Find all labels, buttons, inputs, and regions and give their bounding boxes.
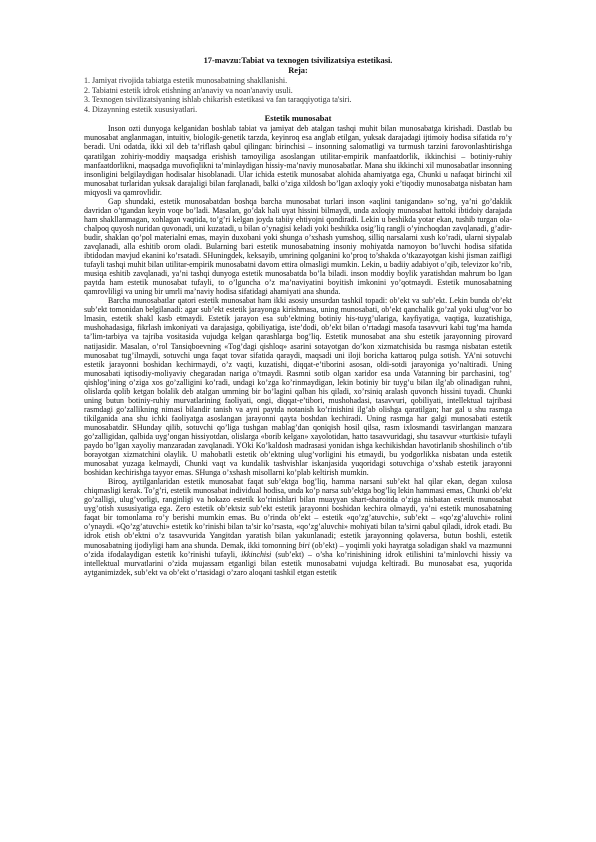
plan-item: 3. Texnogen tsivilizatsiyaning ishlab chikarish estetikasi va fan taraqqiyotiga ta'siri. <box>84 95 352 105</box>
paragraph-4-mid: (ob’ekt) – yoqimli yoki hayratga soladigan shakl va mazmunni o’zida ifodalaydigan estetik ko’rinishi tufayli, <box>84 540 512 559</box>
plan-heading: Reja: <box>288 66 308 75</box>
paragraph-4-end: (sub’ekt) – o’sha ko’rinishining idrok etilishini ta’minlovchi hissiy va intellektual murvatlarini o’zida mujassam etganligi bilan estetik munosabatni vujudga keltiradi. Bu munosabat esa, yuqorida aytganimizdek, sub’ekt va ob’ekt o’rtasidagi o’zaro aloqani tashkil etgan estetik <box>84 549 512 577</box>
paragraph-3: Barcha munosabatlar qatori estetik munosabat ham ikki asosiy unsurdan tashkil topadi: ob’ekt va sub’ekt. Lekin bunda ob’ekt sub’ekt tomonidan belgilanadi: agar sub’ekt estetik jarayonga kirishmasa, uning munosabati, ob’ekt qanchalik go’zal yoki ulug’vor bo lmasin, estetik shakl kasb etmaydi. Estetik jarayon esa sub’ektning botiniy his-tuyg’ulariga, kayfiyatiga, vaqtiga, kuzatishiga, mushohadasiga, fikrlash imkoniyati va darajasiga, qobiliyatiga, iste’dodi, ob’ekt bilan o’rtadagi masofa tasavvuri kabi tug’ma hamda ta’lim-tarbiya va tajriba vositasida vujudga kelgan qarashlarga bog’liq. Estetik munosabat ana shu estetik jarayonning pirovard natijasidir. Masalan, o’rol Tansiqboevning «Tog’dagi qishloq» asarini sotayotgan do’kon xizmatchisida bu rasmga nisbatan estetik munosabat tug’ilmaydi, sotuvchi unga faqat tovar sifatida qaraydi, maqsadi uni iloji boricha kattaroq pulga sotish. YA’ni sotuvchi estetik jarayonni boshidan kechirmaydi, o’z vaqti, kuzatishi, diqqat-e’tiborini asosan, oldi-sotdi jarayoniga yo’naltiradi. Uning munosabati iqtisodiy-moliyaviy chegaradan nariga o’tmaydi. Rasmni sotib olgan xaridor esa unda Vatanning bir parchasini, tog’ qishlog’ining o’ziga xos go’zalligini ko’radi, undagi ko’zga ko’rinmaydigan, lekin botiniy bir tuyg’u bilan ilg’ab olinadigan ruhni, olislarda qolib ketgan bolalik deb atalgan umrning bir bo’lagini qalban his qiladi, xo’rsiniq aralash quvonch hissini tuyadi. Chunki uning butun botiniy-ruhiy murvatlarining faoliyati, ongi, diqqat-e’tibori, mushohadasi, tasavvuri, qobiliyati, intellektual tajribasi rasmdagi go’zallikning nimasi bilandir tanish va ayni paytda notanish ko’rinishini ilg’ab olishga qaratilgan; har gal u shu rasmga tikilganida ana shu ichki faoliyatga asoslangan jarayonni qayta boshdan kechiradi. Uning rasmga har galgi munosabati estetik munosabatdir. SHunday qilib, sotuvchi qo’liga tushgan mablag’dan qoniqish hosil qilsa, rasm ixlosmandi tasvirlangan manzara go’zalligidan, qalbida uyg’ongan hissiyotdan, olislarga «borib kelgan» xayolotidan, hatto tasavvuridagi, shu tasavvur «turtkisi» tufayli paydo bo’lgan xayoliy manzaradan zavqlanadi. YOki Ko’kaldosh madrasasi yonidan ishga kechikishdan havotirlanib shoshilinch o’tib borayotgan xizmatchini olaylik. U mahobatli estetik ob’ektning ulug’vorligini his etmaydi, bu yodgorlikka nisbatan unda estetik munosabat yuzaga kelmaydi, Chunki vaqt va kundalik tashvishlar iskanjasida yuqoridagi sotuvchiga o’xshab estetik jarayonni boshidan kechirishga tayyor emas. SHunga o’xshash misollarni ko’plab keltirish mumkin. <box>84 296 512 478</box>
plan-list <box>84 76 512 114</box>
paragraph-2: Gap shundaki, estetik munosabatdan boshqa barcha munosabat turlari inson «aqlini tanigandan» so’ng, ya’ni go’daklik davridan o’tgandan keyin voqe bo’ladi. Masalan, go’dak hali uyat hissini bilmaydi, unda axloqiy munosabat hattoki ibtidoiy darajada ham shakllanmagan, xohlagan vaqtida, to’g’ri kelgan joyda tabiiy ehtiyojni qondiradi. Lekin u beshikda yotar ekan, tushib turgan ola-chalpoq quyosh nuridan quvonadi, uni kuzatadi, u bilan o’ynagisi keladi yoki beshikka osig’liq rangli o’yinchoqdan zavqlanadi, g’adir-budir, shaklan qo’pol materialni emas, mayin duxobani yoki shunga o’xshash yumshoq, silliq narsalarni xush ko’radi, ularni siypalab zavqlanadi, alla eshitib orom oladi. Bularning bari estetik munosabatning insoniy mohiyatda namoyon bo’luvchi hodisa sifatida ibtidodan mavjud ekanini ko’rsatadi. SHuningdek, keksayib, umrining qolganini ko’proq to’shakda o’tkazayotgan kishi jisman zaifligi tufayli tashqi muhit bilan utilitar-empirik munosabatni davom ettira olmasligi mumkin. Lekin, u badiiy adabiyot o’qib, televizor ko’rib, musiqa eshitib zavqlanadi, ya’ni tashqi dunyoga estetik munosabatda bo’la biladi. inson moddiy boylik yaratishdan mahrum bo lgan paytda ham estetik munosabat tufayli, to o’lguncha o’z ma’naviyatini boyitish imkonini yo’qotmaydi. Estetik munosabatning qamrovliligi va uning bir umrli ma’naviy hodisa sifatidagi ahamiyati ana shunda. <box>84 196 512 297</box>
paragraph-4-start: Biroq, aytilganlaridan estetik munosabat faqat sub’ektga bog’liq, hamma narsani sub’ekt hal qilar ekan, degan xulosa chiqmasligi kerak. To’g’ri, estetik munosabat individual hodisa, unda ko’p narsa sub’ektga bog’liq lekin hammasi emas, Chunki ob’ekt go’zalligi, ulug’vorligi, ranginligi va hokazo estetik ko’rinishlari bilan muayyan shart-sharoitda o’ziga nisbatan estetik munosabat uyg’otish xususiyatiga ega. Zero estetik ob’ektsiz sub’ekt estetik jarayonni boshidan kechira olmaydi, ya’ni estetik munosabatning faqat bir tomonlama ro’y berishi mumkin emas. Bu o’rinda ob’ekt – estetik «qo’zg’atuvchi», sub’ekt – «qo’zg’aluvchi» rolini o’ynaydi. «Qo’zg’atuvchi» estetik ko’rinishi bilan ta’sir ko’rsasta, «qo’zg’aluvchi» mohiyati bilan ta’sirni qabul qiladi, idrok etadi. Bu idrok etish ob’ektni o’z tasavvurida Yangitdan yaratish bilan yakunlanadi; estetik jarayonning qolaversa, butun boshli, estetik munosabatning ijodiyligi ham ana shunda. Demak, ikki tomonning <box>84 477 512 550</box>
section-title: Estetik munosabat <box>264 114 332 124</box>
plan-item: 4. Dizaynning estetik xususiyatlari. <box>84 104 198 114</box>
paragraph-4-italic-ikkinchisi: ikkinchisi <box>241 549 272 559</box>
paragraph-4-italic-biri: biri <box>298 540 310 550</box>
document-title: 17-mavzu:Tabiat va texnogen tsivilizatsiya estetikasi. <box>203 56 393 65</box>
paragraph-4 <box>84 477 512 577</box>
plan-item: 1. Jamiyat rivojida tabiatga estetik munosabatning shakllanishi. <box>84 76 288 85</box>
plan-item: 2. Tabiatni estetik idrok etishning an'anaviy va noan'anaviy usuli. <box>84 85 293 95</box>
paragraph-1: Inson ozti dunyoga kelganidan boshlab tabiat va jamiyat deb atalgan tashqi muhit bilan munosabatga kirishadi. Dastlab bu munosabat anglanmagan, intuitiv, biologik-genetik tarzda, keyinroq esa anglab etilgan, yuksak darajadagi ijtimoiy hodisa sifatida ro’y beradi. Uni odatda, ikki xil deb ta’riflash qabul qilingan: birinchisi – insonning salomatligi va turmush tarzini farovonlashtirishga qaratilgan zohiriy-moddiy maqsadga erishish tamoyiliga asoslangan utilitar-empirik manfaatdorlik, ikkinchisi – botiniy-ruhiy manfaatdorlikni, maqsadga muvofiqlikni ta’minlaydigan hissiy-ma’naviy munosabatlar. Mana shu ikkinchi xil munosabatlar insonning insonligini belgilaydigan hodisalar hisoblanadi. Ular ichida estetik munosabat alohida ahamiyatga ega, Chunki u nafaqat birinchi xil munosabat turlaridan yuksak darajaligi bilan farqlanadi, balki o’ziga xildosh bo’lgan axloqiy yoki e’tiqodiy munosabatga nisbatan ham miqyosli va qamrovlidir. <box>84 124 512 197</box>
